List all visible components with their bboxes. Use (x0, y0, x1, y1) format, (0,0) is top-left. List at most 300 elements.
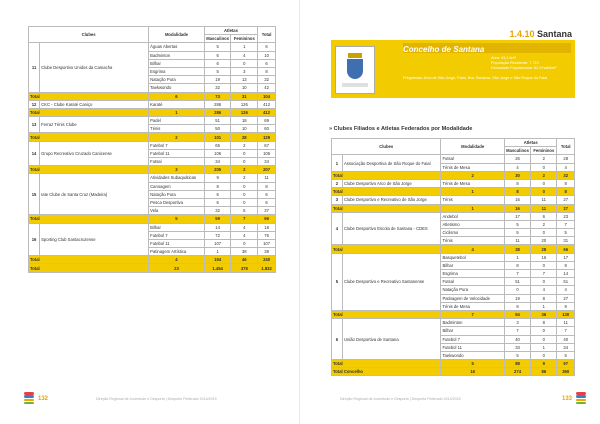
masculinos-cell: 16 (504, 196, 530, 204)
total-masculinos: 286 (204, 108, 231, 116)
modalidade-cell: Padel (149, 117, 205, 125)
femininos-cell: 1 (531, 302, 557, 310)
modalidade-cell: Futsal (441, 155, 504, 163)
total-cell: 6 (258, 190, 276, 198)
grand-total-atletas: 360 (557, 368, 575, 376)
club-index: 5 (332, 253, 343, 310)
masculinos-cell: 106 (204, 149, 231, 157)
masculinos-cell: 6 (204, 198, 231, 206)
coat-of-arms-icon (335, 46, 375, 94)
club-name: Clube Desportivo e Recreativo de São Jorge (342, 196, 441, 204)
masculinos-cell: 8 (204, 182, 231, 190)
masculinos-cell: 14 (204, 223, 231, 231)
club-name: Clube Desportivo e Recreativo Santanense (342, 253, 441, 310)
header-clubes: Clubes (332, 139, 441, 155)
femininos-cell: 0 (531, 179, 557, 187)
club-total-row (332, 204, 575, 212)
club-total-row (332, 360, 575, 368)
total-modalidades: 1 (441, 188, 504, 196)
club-total-row (29, 108, 276, 116)
total-atletas: 32 (557, 171, 575, 179)
masculinos-cell: 9 (204, 174, 231, 182)
club-name: Sporting Club Santacruzense (40, 223, 149, 256)
total-femininos: 36 (531, 310, 557, 318)
modalidade-cell: Futsal (441, 278, 504, 286)
club-name: Ferraz Ténis Clube (40, 117, 149, 133)
total-label: Total (332, 310, 441, 318)
club-name: Grupo Recreativo Cruzado Canicense (40, 141, 149, 166)
modalidade-cell: Canoagem (149, 182, 205, 190)
modalidade-cell: Bilhar (149, 223, 205, 231)
masculinos-cell: 40 (504, 335, 530, 343)
total-cell: 76 (258, 231, 276, 239)
grand-total-masculinos: 274 (504, 368, 530, 376)
femininos-cell: 7 (531, 270, 557, 278)
total-cell: 42 (258, 84, 276, 92)
femininos-cell: 0 (231, 158, 258, 166)
masculinos-cell: 6 (204, 59, 231, 67)
femininos-cell: 1 (531, 343, 557, 351)
femininos-cell: 13 (231, 76, 258, 84)
femininos-cell: 0 (231, 198, 258, 206)
modalidade-cell: Basquetebol (441, 253, 504, 261)
modalidade-cell: Futebol 11 (149, 149, 205, 157)
femininos-cell: 5 (231, 207, 258, 215)
modalidade-cell: Patinagem Artística (149, 248, 205, 256)
total-cell: 34 (557, 343, 575, 351)
header-femininos: Femininos (531, 147, 557, 155)
total-cell: 69 (258, 117, 276, 125)
club-index: 4 (332, 212, 343, 245)
femininos-cell: 3 (231, 67, 258, 75)
header-femininos: Femininos (231, 35, 258, 43)
total-femininos: 2 (231, 166, 258, 174)
modalidade-cell: Futsal (149, 158, 205, 166)
total-femininos: 2 (531, 171, 557, 179)
footer-text-right: Direção Regional de Juventude e Desporto | Desporto Federado 2014/2015 (340, 397, 461, 401)
total-cell: 6 (258, 198, 276, 206)
color-stripes-decoration (576, 392, 586, 406)
header-modalidade: Modalidade (149, 27, 205, 43)
grand-total-femininos: 86 (531, 368, 557, 376)
femininos-cell: 0 (231, 182, 258, 190)
total-modalidades: 1 (441, 204, 504, 212)
club-index: 15 (29, 174, 40, 215)
masculinos-cell: 32 (204, 207, 231, 215)
modalidade-cell: Natação Pura (149, 76, 205, 84)
chapter-name: Santana (536, 29, 572, 39)
femininos-cell: 8 (531, 319, 557, 327)
total-femininos: 9 (531, 360, 557, 368)
total-cell: 23 (557, 212, 575, 220)
page-number-right: 133 (561, 396, 572, 402)
total-masculinos: 101 (204, 133, 231, 141)
banner-title: Concelho de Santana (403, 45, 485, 54)
club-total-row (29, 256, 276, 264)
modalidade-cell: Futebol 11 (441, 343, 504, 351)
total-atletas: 66 (557, 245, 575, 253)
total-atletas: 8 (557, 188, 575, 196)
header-atletas: Atletas (204, 27, 257, 35)
club-total-row (332, 310, 575, 318)
club-total-row (332, 245, 575, 253)
grand-total-label: Total (29, 264, 149, 272)
femininos-cell: 11 (531, 196, 557, 204)
masculinos-cell: 5 (204, 67, 231, 75)
total-femininos: 46 (231, 256, 258, 264)
total-cell: 8 (258, 67, 276, 75)
masculinos-cell: 3 (504, 319, 530, 327)
femininos-cell: 6 (531, 212, 557, 220)
club-name: Clube Desportivo Arco de São Jorge (342, 179, 441, 187)
club-index: 16 (29, 223, 40, 256)
total-cell: 60 (258, 125, 276, 133)
masculinos-cell: 19 (504, 294, 530, 302)
femininos-cell: 1 (231, 43, 258, 51)
masculinos-cell: 7 (504, 327, 530, 335)
masculinos-cell: 33 (504, 343, 530, 351)
table-row (29, 100, 276, 108)
table-row (29, 223, 276, 231)
masculinos-cell: 4 (504, 163, 530, 171)
total-cell: 51 (557, 278, 575, 286)
total-cell: 412 (258, 100, 276, 108)
area-text: Área: 93,1 km² (491, 56, 516, 60)
masculinos-cell: 32 (204, 84, 231, 92)
modalidade-cell: Atletismo (441, 220, 504, 228)
club-name: Iate Clube de Santa Cruz (Madeira) (40, 174, 149, 215)
grand-total-femininos: 378 (231, 264, 258, 272)
modalidade-cell: Futebol 11 (149, 239, 205, 247)
club-total-row (29, 133, 276, 141)
club-name: União Desportiva de Santana (342, 319, 441, 360)
femininos-cell: 16 (531, 253, 557, 261)
density-text: Densidade Populacional: 82,9 hab/km² (491, 66, 557, 70)
population-text: População Residente: 7.719 (491, 61, 539, 65)
grand-total-row (332, 368, 575, 376)
header-masculinos: Masculinos (206, 36, 230, 42)
club-index: 14 (29, 141, 40, 166)
chapter-number: 1.4.10 (509, 29, 535, 39)
page-number-left: 132 (38, 396, 49, 402)
club-name: Clube Desportivo Unidos da Camacha (40, 43, 149, 92)
total-label: Total (332, 171, 441, 179)
header-modalidade: Modalidade (441, 139, 504, 155)
total-cell: 7 (557, 220, 575, 228)
total-masculinos: 73 (204, 92, 231, 100)
masculinos-cell: 1 (504, 253, 530, 261)
modalidade-cell: Ciclismo (441, 229, 504, 237)
total-cell: 17 (557, 253, 575, 261)
femininos-cell: 4 (231, 231, 258, 239)
modalidade-cell: Taekwondo (149, 84, 205, 92)
masculinos-cell: 11 (504, 237, 530, 245)
femininos-cell: 18 (231, 117, 258, 125)
modalidade-cell: Futebol 7 (441, 335, 504, 343)
header-total: Total (258, 27, 276, 43)
modalidade-cell: Andebol (441, 212, 504, 220)
femininos-cell: 0 (531, 278, 557, 286)
total-atletas: 240 (258, 256, 276, 264)
masculinos-cell: 5 (504, 220, 530, 228)
table-row (332, 212, 575, 220)
grand-total-atletas: 1.832 (258, 264, 276, 272)
left-stats-table (28, 26, 276, 273)
table-row (332, 155, 575, 163)
modalidade-cell: Ténis de Mesa (441, 163, 504, 171)
total-modalidades: 1 (149, 108, 205, 116)
header-clubes: Clubes (29, 27, 149, 43)
masculinos-cell: 72 (204, 231, 231, 239)
club-index: 13 (29, 117, 40, 133)
total-atletas: 97 (557, 360, 575, 368)
table-row (29, 174, 276, 182)
masculinos-cell: 1 (204, 248, 231, 256)
total-femininos: 126 (231, 108, 258, 116)
total-masculinos: 30 (504, 171, 530, 179)
total-label: Total (29, 133, 149, 141)
total-modalidades: 4 (149, 256, 205, 264)
total-cell: 9 (557, 302, 575, 310)
total-cell: 40 (557, 335, 575, 343)
total-label: Total (332, 245, 441, 253)
femininos-cell: 0 (231, 239, 258, 247)
club-name: Associação Desportiva de São Roque do Faial (342, 155, 441, 171)
masculinos-cell: 8 (504, 302, 530, 310)
modalidade-cell: Futebol 7 (149, 231, 205, 239)
banner-stats (491, 56, 571, 71)
masculinos-cell: 34 (204, 158, 231, 166)
total-cell: 39 (258, 248, 276, 256)
femininos-cell: 38 (231, 248, 258, 256)
femininos-cell: 10 (231, 84, 258, 92)
femininos-cell: 0 (531, 163, 557, 171)
total-atletas: 207 (258, 166, 276, 174)
femininos-cell: 4 (231, 223, 258, 231)
total-masculinos: 205 (204, 166, 231, 174)
total-cell: 10 (258, 51, 276, 59)
masculinos-cell: 107 (204, 239, 231, 247)
total-atletas: 129 (258, 133, 276, 141)
right-table-body (332, 155, 575, 376)
total-modalidades: 5 (441, 360, 504, 368)
right-stats-table (331, 138, 575, 376)
total-atletas: 66 (258, 215, 276, 223)
masculinos-cell: 65 (204, 141, 231, 149)
modalidade-cell: Patinagem de Velocidade (441, 294, 504, 302)
femininos-cell: 0 (231, 149, 258, 157)
masculinos-cell: 26 (504, 155, 530, 163)
left-table-body (29, 43, 276, 272)
color-stripes-decoration (24, 392, 34, 406)
total-atletas: 104 (258, 92, 276, 100)
modalidade-cell: Esgrima (149, 67, 205, 75)
femininos-cell: 4 (231, 51, 258, 59)
club-total-row (29, 215, 276, 223)
total-cell: 37 (258, 207, 276, 215)
masculinos-cell: 286 (204, 100, 231, 108)
femininos-cell: 0 (531, 335, 557, 343)
total-cell: 8 (557, 179, 575, 187)
total-label: Total (332, 188, 441, 196)
modalidade-cell: Pesca Desportiva (149, 198, 205, 206)
total-label: Total (29, 166, 149, 174)
total-modalidades: 5 (149, 215, 205, 223)
table-row (332, 179, 575, 187)
masculinos-cell: 5 (204, 43, 231, 51)
modalidade-cell: Esgrima (441, 270, 504, 278)
freguesias-text: Freguesias: Arco de São Jorge, Faial, Ilha, Santana, São Jorge e São Roque do Faial (403, 76, 548, 80)
club-index: 12 (29, 100, 40, 108)
total-cell: 8 (557, 261, 575, 269)
total-femininos: 28 (231, 133, 258, 141)
femininos-cell: 2 (231, 174, 258, 182)
modalidade-cell: Bilhar (441, 327, 504, 335)
total-cell: 4 (557, 286, 575, 294)
total-cell: 67 (258, 141, 276, 149)
femininos-cell: 0 (531, 261, 557, 269)
total-cell: 31 (557, 237, 575, 245)
total-cell: 14 (557, 270, 575, 278)
femininos-cell: 0 (231, 190, 258, 198)
total-cell: 32 (258, 76, 276, 84)
grand-total-row (29, 264, 276, 272)
total-label: Total (29, 215, 149, 223)
total-label: Total (332, 204, 441, 212)
total-femininos: 11 (531, 204, 557, 212)
total-cell: 5 (557, 229, 575, 237)
grand-total-modalidades: 16 (441, 368, 504, 376)
total-cell: 18 (258, 223, 276, 231)
club-total-row (29, 166, 276, 174)
total-modalidades: 2 (149, 133, 205, 141)
total-masculinos: 94 (504, 310, 530, 318)
club-index: 6 (332, 319, 343, 360)
total-masculinos: 194 (204, 256, 231, 264)
masculinos-cell: 6 (204, 51, 231, 59)
table-row (29, 141, 276, 149)
masculinos-cell: 6 (204, 190, 231, 198)
table-row (29, 43, 276, 51)
modalidade-cell: Ténis (441, 237, 504, 245)
femininos-cell: 2 (231, 141, 258, 149)
header-masculinos: Masculinos (506, 148, 529, 154)
femininos-cell: 0 (231, 59, 258, 67)
modalidade-cell: Bilhar (441, 261, 504, 269)
total-atletas: 27 (557, 204, 575, 212)
total-femininos: 28 (531, 245, 557, 253)
total-modalidades: 6 (149, 92, 205, 100)
modalidade-cell: Badminton (441, 319, 504, 327)
total-cell: 4 (557, 163, 575, 171)
masculinos-cell: 7 (504, 270, 530, 278)
masculinos-cell: 5 (504, 229, 530, 237)
total-femininos: 0 (531, 188, 557, 196)
total-label: Total (29, 92, 149, 100)
footer-text-left: Direção Regional de Juventude e Desporto | Desporto Federado 2014/2015 (96, 397, 217, 401)
masculinos-cell: 51 (204, 117, 231, 125)
total-cell: 27 (557, 196, 575, 204)
total-cell: 6 (258, 43, 276, 51)
total-masculinos: 38 (504, 245, 530, 253)
club-index: 11 (29, 43, 40, 92)
femininos-cell: 4 (531, 286, 557, 294)
total-cell: 107 (258, 239, 276, 247)
total-modalidades: 7 (441, 310, 504, 318)
grand-total-masculinos: 1.454 (204, 264, 231, 272)
femininos-cell: 0 (531, 327, 557, 335)
femininos-cell: 2 (531, 155, 557, 163)
modalidade-cell: Vela (149, 207, 205, 215)
total-masculinos: 88 (504, 360, 530, 368)
total-atletas: 130 (557, 310, 575, 318)
total-cell: 8 (258, 182, 276, 190)
total-cell: 34 (258, 158, 276, 166)
table-row (29, 117, 276, 125)
modalidade-cell: Ténis (149, 125, 205, 133)
total-cell: 6 (258, 59, 276, 67)
femininos-cell: 8 (531, 294, 557, 302)
table-row (332, 253, 575, 261)
header-atletas: Atletas (504, 139, 557, 147)
modalidade-cell: Atividades Subaquáticas (149, 174, 205, 182)
total-masculinos: 16 (504, 204, 530, 212)
modalidade-cell: Ténis de Mesa (441, 302, 504, 310)
femininos-cell: 0 (531, 351, 557, 359)
modalidade-cell: Badminton (149, 51, 205, 59)
total-modalidades: 2 (441, 171, 504, 179)
total-cell: 7 (557, 327, 575, 335)
total-masculinos: 8 (504, 188, 530, 196)
masculinos-cell: 0 (504, 286, 530, 294)
section-title: » Clubes Filiados e Atletas Federados por Modalidade (329, 126, 473, 132)
club-total-row (332, 188, 575, 196)
club-total-row (332, 171, 575, 179)
modalidade-cell: Ténis (441, 196, 504, 204)
modalidade-cell: Taekwondo (441, 351, 504, 359)
masculinos-cell: 51 (504, 278, 530, 286)
club-name: CKC - Clube Karaté Caniço (40, 100, 149, 108)
total-cell: 5 (557, 351, 575, 359)
total-masculinos: 59 (204, 215, 231, 223)
modalidade-cell: Bilhar (149, 59, 205, 67)
femininos-cell: 20 (531, 237, 557, 245)
total-modalidades: 3 (149, 166, 205, 174)
modalidade-cell: Karaté (149, 100, 205, 108)
club-name: Clube Desportivo Escola de Santana - CDES (342, 212, 441, 245)
masculinos-cell: 50 (204, 125, 231, 133)
modalidade-cell: Futebol 7 (149, 141, 205, 149)
modalidade-cell: Natação Pura (441, 286, 504, 294)
grand-total-label: Total Concelho (332, 368, 441, 376)
femininos-cell: 2 (531, 220, 557, 228)
femininos-cell: 10 (231, 125, 258, 133)
masculinos-cell: 5 (504, 351, 530, 359)
table-row (332, 196, 575, 204)
modalidade-cell: Natação Pura (149, 190, 205, 198)
femininos-cell: 0 (531, 229, 557, 237)
header-total: Total (557, 139, 575, 155)
modalidade-cell: Ténis de Mesa (441, 179, 504, 187)
total-modalidades: 4 (441, 245, 504, 253)
masculinos-cell: 17 (504, 212, 530, 220)
masculinos-cell: 8 (504, 261, 530, 269)
total-cell: 27 (557, 294, 575, 302)
municipality-banner (331, 40, 575, 98)
grand-total-modalidades: 23 (149, 264, 205, 272)
table-row (332, 319, 575, 327)
total-femininos: 31 (231, 92, 258, 100)
